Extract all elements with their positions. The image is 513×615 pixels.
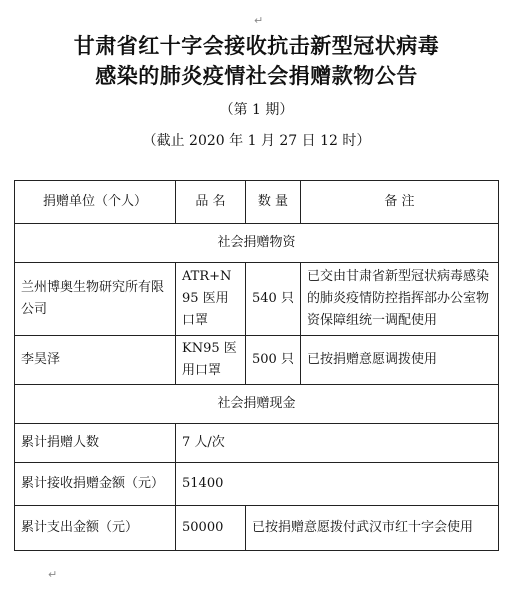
table-row	[15, 424, 499, 463]
cash-value-cell: 51400	[176, 463, 499, 506]
qty-cell: 500 只	[246, 336, 301, 385]
note-cell: 已按捐赠意愿调拨使用	[301, 336, 499, 385]
deadline-note: （截止 2020 年 1 月 27 日 12 时）	[142, 133, 371, 149]
table-row	[15, 506, 499, 551]
table-row	[15, 263, 499, 336]
donor-cell: 李昊泽	[15, 336, 176, 385]
section-row-cash	[15, 385, 499, 424]
issue-number: （第 1 期）	[219, 102, 294, 118]
donation-table	[14, 180, 499, 551]
qty-cell: 540 只	[246, 263, 301, 336]
cash-label-cell: 累计捐赠人数	[15, 424, 176, 463]
cash-label-cell: 累计支出金额（元）	[15, 506, 176, 551]
cash-note-cell: 已按捐赠意愿拨付武汉市红十字会使用	[246, 506, 499, 551]
table-row	[15, 336, 499, 385]
section-row-goods	[15, 224, 499, 263]
note-cell: 已交由甘肃省新型冠状病毒感染的肺炎疫情防控指挥部办公室物资保障组统一调配使用	[301, 263, 499, 336]
section-goods-label: 社会捐赠物资	[15, 224, 499, 263]
paragraph-mark: ↵	[254, 14, 264, 27]
cash-value-cell: 7 人/次	[176, 424, 499, 463]
title-line-2: 感染的肺炎疫情社会捐赠款物公告	[95, 63, 418, 88]
header-donor: 捐赠单位（个人）	[15, 181, 176, 224]
header-qty: 数 量	[246, 181, 301, 224]
header-item: 品 名	[176, 181, 246, 224]
table-row	[15, 463, 499, 506]
title-line-1: 甘肃省红十字会接收抗击新型冠状病毒	[73, 33, 440, 58]
item-cell: KN95 医用口罩	[176, 336, 246, 385]
header-note: 备 注	[301, 181, 499, 224]
section-cash-label: 社会捐赠现金	[15, 385, 499, 424]
donor-cell: 兰州博奥生物研究所有限公司	[15, 263, 176, 336]
cash-value-cell: 50000	[176, 506, 246, 551]
item-cell: ATR+N95 医用口罩	[176, 263, 246, 336]
cash-label-cell: 累计接收捐赠金额（元）	[15, 463, 176, 506]
paragraph-mark: ↵	[48, 568, 58, 581]
table-header-row	[15, 181, 499, 224]
